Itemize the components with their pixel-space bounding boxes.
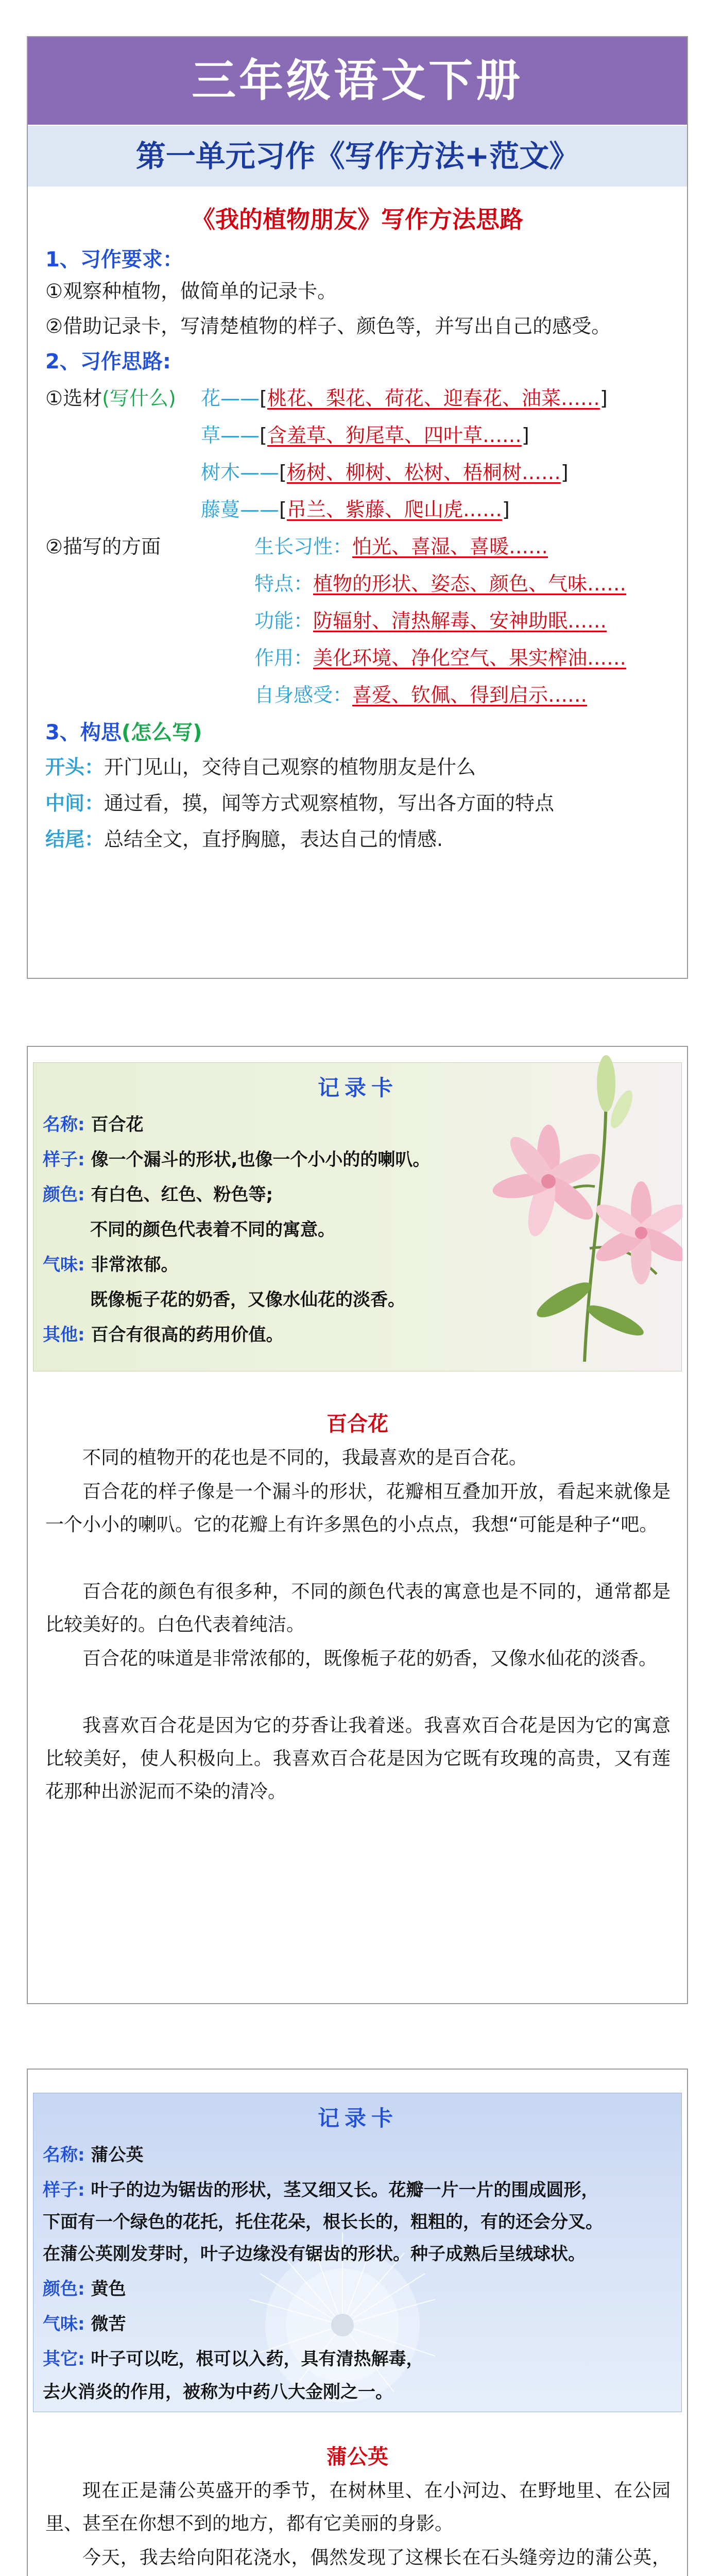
lily-essay-title: 百合花	[327, 1412, 388, 1436]
requirement-1: ①观察种植物，做简单的记录卡。	[45, 280, 337, 302]
flower-row: 花——[桃花、梨花、荷花、迎春花、油菜……]	[201, 387, 608, 410]
dandelion-essay-panel	[27, 2069, 688, 2576]
writing-method-panel	[27, 36, 688, 979]
describe-aspects-label: ②描写的方面	[45, 535, 161, 558]
middle-row: 中间：通过看，摸，闻等方式观察植物，写出各方面的特点	[45, 792, 555, 815]
lily-record-card	[33, 1062, 682, 1371]
structure-heading: 3、构思(怎么写)	[45, 721, 202, 744]
card-name-row: 名称: 蒲公英	[43, 2145, 144, 2165]
page-title: 三年级语文下册	[28, 37, 687, 125]
card-smell-row: 气味: 非常浓郁。	[43, 1255, 179, 1275]
ending-row: 结尾：总结全文，直抒胸臆，表达自己的情感.	[45, 828, 443, 851]
ideas-heading: 2、习作思路:	[45, 350, 171, 374]
card-other-row: 其他: 百合有很高的药用价值。	[43, 1325, 284, 1345]
card-shape-row-2: 下面有一个绿色的花托，托住花朵，根长长的，粗粗的，有的还会分叉。	[43, 2212, 603, 2232]
card-color-row: 颜色: 黄色	[43, 2279, 126, 2299]
lily-paragraph-2: 百合花的样子像是一个漏斗的形状，花瓣相互叠加开放，看起来就像是一个小小的喇叭。它的花瓣上有许多黑色的小点点，我想“可能是种子“吧。	[45, 1481, 671, 1535]
card-smell-row-2: 既像栀子花的奶香，又像水仙花的淡香。	[90, 1290, 405, 1310]
select-material-label: ①选材(写什么)	[45, 387, 176, 410]
lily-essay-panel	[27, 1046, 688, 2004]
requirement-2: ②借助记录卡，写清楚植物的样子、颜色等，并写出自己的感受。	[45, 315, 611, 337]
card-shape-row-3: 在蒲公英刚发芽时，叶子边缘没有锯齿的形状。种子成熟后呈绒球状。	[43, 2244, 586, 2264]
card-other-row-2: 去火消炎的作用，被称为中药八大金刚之一。	[43, 2382, 393, 2402]
grass-row: 草——[含羞草、狗尾草、四叶草……]	[201, 424, 529, 447]
lily-paragraph-5: 我喜欢百合花是因为它的芬香让我着迷。我喜欢百合花是因为它的寓意比较美好，使人积极向上。我喜欢百合花是因为它既有玫瑰的高贵，又有莲花那种出淤泥而不染的清冷。	[45, 1715, 671, 1802]
card-color-row: 颜色: 有白色、红色、粉色等;	[43, 1184, 273, 1205]
lily-paragraph-1: 不同的植物开的花也是不同的，我最喜欢的是百合花。	[82, 1447, 528, 1468]
tree-row: 树木——[杨树、柳树、松树、梧桐树……]	[201, 461, 569, 484]
use-row: 作用：美化环境、净化空气、果实榨油……	[254, 647, 627, 669]
card-other-row: 其它: 叶子可以吃，根可以入药，具有清热解毒，	[43, 2349, 424, 2369]
habit-row: 生长习性：怕光、喜湿、喜暖……	[254, 535, 548, 558]
method-section-title: 《我的植物朋友》写作方法思路	[192, 206, 523, 233]
record-card-title: 记录卡	[317, 1075, 398, 1100]
card-smell-row: 气味: 微苦	[43, 2314, 126, 2334]
lily-paragraph-4: 百合花的味道是非常浓郁的，既像栀子花的奶香，又像水仙花的淡香。	[82, 1648, 658, 1669]
feeling-row: 自身感受：喜爱、钦佩、得到启示……	[254, 684, 588, 706]
page-subtitle: 第一单元习作《写作方法+范文》	[28, 126, 687, 187]
lily-image	[487, 1053, 682, 1362]
dandelion-paragraph-2: 今天，我去给向阳花浇水，偶然发现了这棵长在石头缝旁边的蒲公英，	[82, 2547, 671, 2568]
card-color-row-2: 不同的颜色代表着不同的寓意。	[90, 1219, 335, 1240]
card-shape-row: 样子: 像一个漏斗的形状,也像一个小小的的喇叭。	[43, 1149, 431, 1170]
record-card-title: 记录卡	[317, 2106, 398, 2131]
vine-row: 藤蔓——[吊兰、紫藤、爬山虎……]	[201, 498, 510, 521]
requirements-heading: 1、习作要求：	[45, 248, 183, 272]
opening-row: 开头：开门见山，交待自己观察的植物朋友是什么	[45, 756, 476, 778]
dandelion-paragraph-1: 现在正是蒲公英盛开的季节，在树林里、在小河边、在野地里、在公园里、甚至在你想不到的地方，都有它美丽的身影。	[45, 2480, 671, 2534]
dandelion-essay-title: 蒲公英	[327, 2445, 388, 2469]
feature-row: 特点：植物的形状、姿态、颜色、气味……	[254, 572, 627, 595]
card-shape-row: 样子: 叶子的边为锯齿的形状，茎又细又长。花瓣一片一片的围成圆形，	[43, 2180, 599, 2200]
dandelion-record-card	[33, 2093, 682, 2412]
function-row: 功能：防辐射、清热解毒、安神助眠……	[254, 609, 607, 632]
lily-paragraph-3: 百合花的颜色有很多种，不同的颜色代表的寓意也是不同的，通常都是比较美好的。白色代表着纯洁。	[45, 1581, 671, 1635]
card-name-row: 名称: 百合花	[43, 1114, 144, 1135]
